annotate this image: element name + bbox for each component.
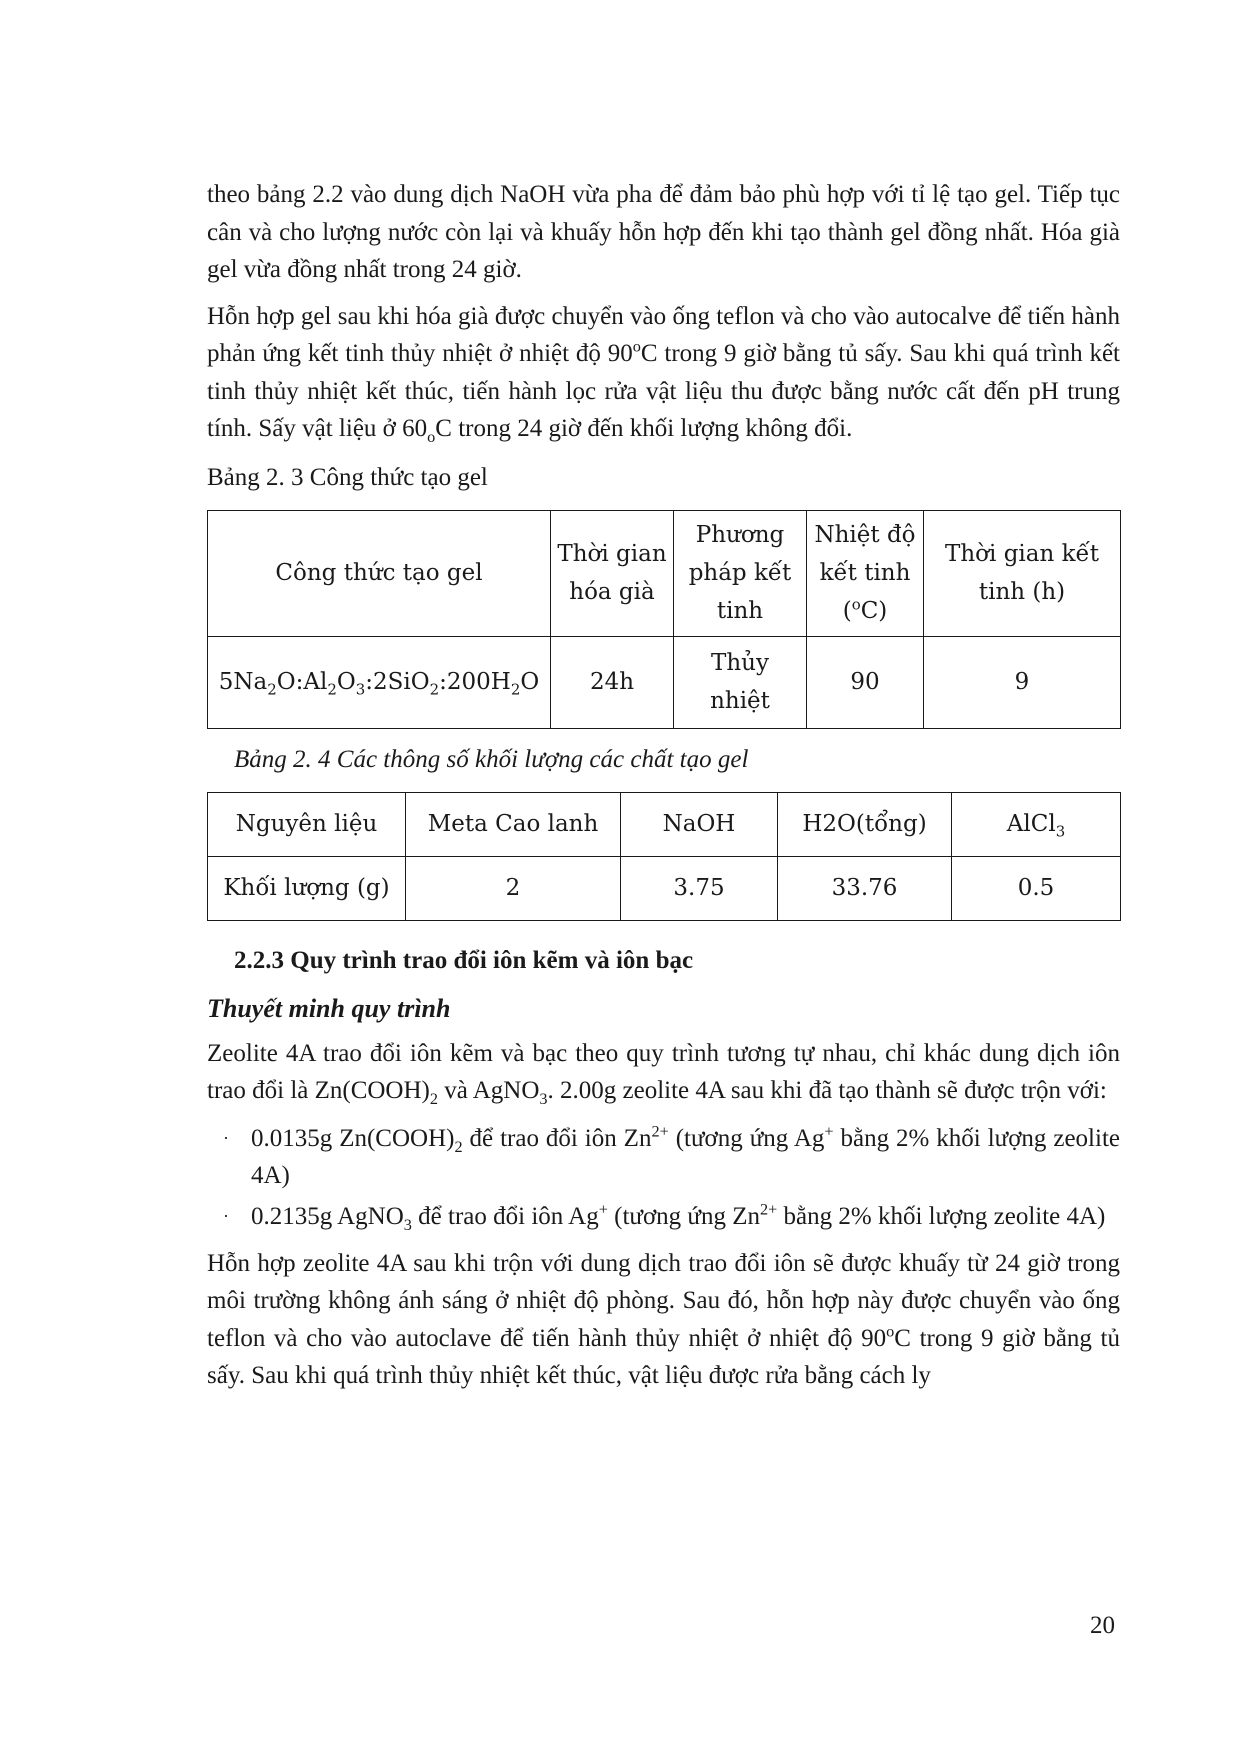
table2-caption: Bảng 2. 4 Các thông số khối lượng các chất tạo gel xyxy=(234,745,749,773)
paragraph-ion-exchange-intro: Zeolite 4A trao đổi iôn kẽm và bạc theo quy trình tương tự nhau, chỉ khác dung dịch iôn trao đổi là $Zn(COOH)_2$ và AgNO$_3$. 2.00g zeolite 4A sau khi đã tạo thành sẽ được trộn với: xyxy=(207,1039,1120,1108)
document-page xyxy=(207,176,1120,1395)
table1-header-temp: Nhiệt độ kết tinh ($^o$C) xyxy=(807,510,924,636)
table2-header-naoh: NaOH xyxy=(621,792,778,856)
table1-data-row xyxy=(208,636,1121,728)
table2-cell-alcl3: 0.5 xyxy=(952,856,1121,920)
section-subheading: Thuyết minh quy trình xyxy=(207,993,451,1023)
section-heading: 2.2.3 Quy trình trao đổi iôn kẽm và iôn bạc xyxy=(234,946,694,974)
table1-header-time: Thời gian kết tinh (h) xyxy=(924,510,1121,636)
table2-cell-water: 33.76 xyxy=(778,856,952,920)
table2-cell-metakaolin: 2 xyxy=(406,856,621,920)
paragraph-ion-exchange-process: Hỗn hợp zeolite 4A sau khi trộn với dung dịch trao đổi iôn sẽ được khuấy từ 24 giờ trong môi trường không ánh sáng ở nhiệt độ phòng. Sau đó, hỗn hợp này được chuyển vào ống teflon và cho vào autoclave để tiến hành thủy nhiệt ở nhiệt độ 90$^o$C trong 9 giờ bằng tủ sấy. Sau khi quá trình thủy nhiệt kết thúc, vật liệu được rửa bằng cách ly xyxy=(207,1249,1120,1389)
table1-cell-time: 9 xyxy=(924,636,1121,728)
page-number: 20 xyxy=(1090,1612,1115,1639)
table2-header-material: Nguyên liệu xyxy=(208,792,406,856)
table1-cell-temp: 90 xyxy=(807,636,924,728)
bullet-icon: · xyxy=(223,1127,229,1148)
table2-data-row xyxy=(208,856,1121,920)
table2-cell-naoh: 3.75 xyxy=(621,856,778,920)
list-item: · 0.0135g $Zn(COOH)_2$ để trao đổi iôn $Zn^{2+}$ (tương ứng Ag+ bằng 2% khối lượng zeolite 4A) xyxy=(207,1120,1120,1194)
table1-caption: Bảng 2. 3 Công thức tạo gel xyxy=(207,463,488,491)
table2-header-water: H2O(tổng) xyxy=(778,792,952,856)
paragraph-crystallization: Hỗn hợp gel sau khi hóa già được chuyển vào ống teflon và cho vào autocalve để tiến hành phản ứng kết tinh thủy nhiệt ở nhiệt độ 90$^o$C trong 9 giờ bằng tủ sấy. Sau khi quá trình kết tinh thủy nhiệt kết thúc, tiến hành lọc rửa vật liệu thu được bằng nước cất đến pH trung tính. Sấy vật liệu ở $60_oC$ trong 24 giờ đến khối lượng không đổi. xyxy=(207,302,1121,446)
gel-mass-table xyxy=(207,792,1121,921)
table1-header-aging: Thời gian hóa già xyxy=(551,510,674,636)
table1-cell-method: Thủy nhiệt xyxy=(674,636,807,728)
paragraph-gel-preparation: theo bảng 2.2 vào dung dịch NaOH vừa pha để đảm bảo phù hợp với tỉ lệ tạo gel. Tiếp tục cân và cho lượng nước còn lại và khuấy hỗn hợp đến khi tạo thành gel đồng nhất. Hóa già gel vừa đồng nhất trong 24 giờ. xyxy=(207,181,1120,283)
table1-cell-formula: $5Na_2O:Al_2O_3:2SiO_2:200H_2O$ xyxy=(208,636,551,728)
list-item: · 0.2135g AgNO$_3$ để trao đổi iôn Ag+ (tương ứng $Zn^{2+}$ bằng 2% khối lượng zeolite 4A) xyxy=(207,1198,1120,1235)
table2-header-row xyxy=(208,792,1121,856)
table2-header-alcl3: AlCl$_3$ xyxy=(952,792,1121,856)
gel-formula-table xyxy=(207,510,1121,729)
table1-header-method: Phương pháp kết tinh xyxy=(674,510,807,636)
table1-cell-aging: 24h xyxy=(551,636,674,728)
reagent-list xyxy=(207,1120,1120,1235)
table1-header-row xyxy=(208,510,1121,636)
bullet-icon: · xyxy=(223,1205,229,1226)
table1-header-formula: Công thức tạo gel xyxy=(208,510,551,636)
table2-header-metakaolin: Meta Cao lanh xyxy=(406,792,621,856)
table2-cell-label: Khối lượng (g) xyxy=(208,856,406,920)
